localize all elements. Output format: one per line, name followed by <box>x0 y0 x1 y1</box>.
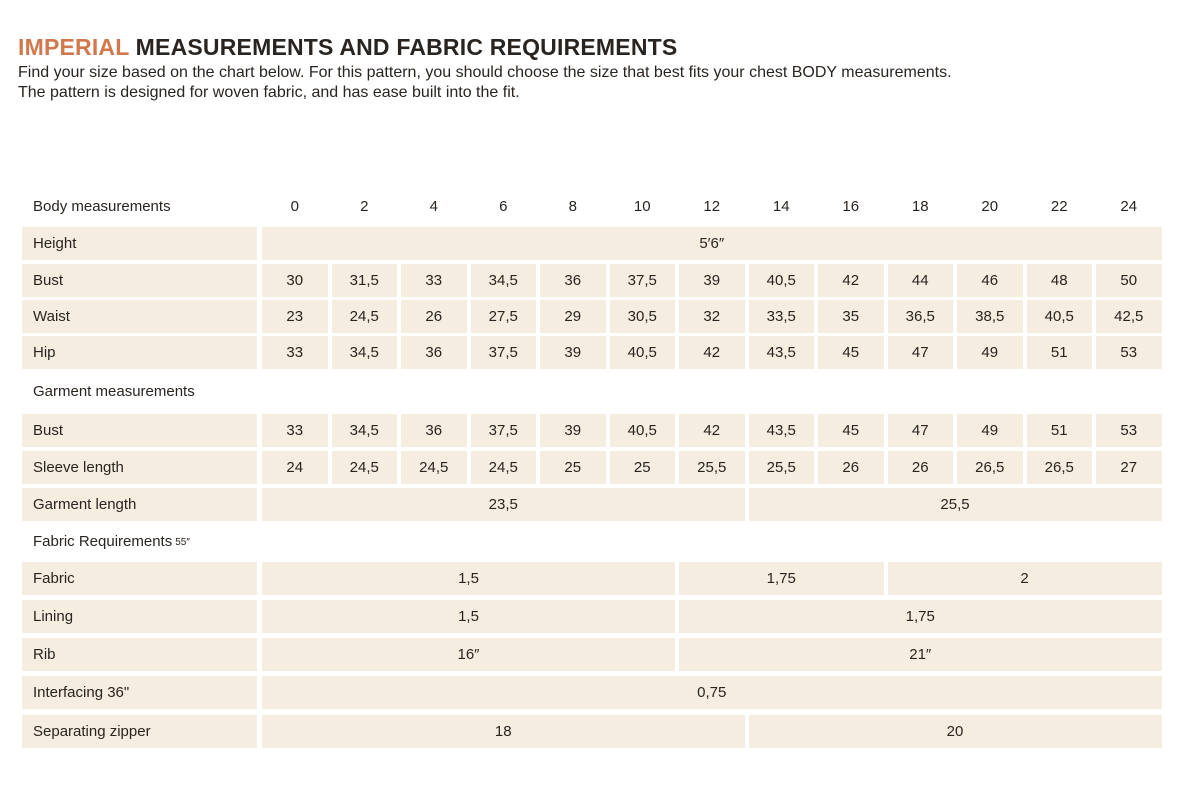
table-cell: 49 <box>957 414 1023 447</box>
table-cell: 24,5 <box>401 451 467 484</box>
row-label-interfacing: Interfacing 36" <box>22 676 257 709</box>
table-cell: 27,5 <box>471 300 537 333</box>
row-label: Waist <box>22 300 257 333</box>
table-cell: 37,5 <box>471 336 537 369</box>
table-cell: 36 <box>401 336 467 369</box>
table-cell: 42,5 <box>1096 300 1162 333</box>
table-cell: 39 <box>679 264 745 297</box>
fabric-heading-note: 55″ <box>175 537 190 548</box>
row-label-rib: Rib <box>22 638 257 671</box>
table-cell: 26,5 <box>957 451 1023 484</box>
table-cell: 23 <box>262 300 328 333</box>
row-label: Bust <box>22 414 257 447</box>
table-cell: 51 <box>1027 414 1093 447</box>
size-header: 16 <box>842 198 860 215</box>
table-cell: 39 <box>540 414 606 447</box>
table-cell: 47 <box>888 336 954 369</box>
table-cell: 39 <box>540 336 606 369</box>
intro-line-1: Find your size based on the chart below. For this pattern, you should choose the size that best fits your chest BODY measurements. <box>18 64 952 81</box>
table-cell: 48 <box>1027 264 1093 297</box>
table-cell: 24,5 <box>471 451 537 484</box>
table-cell: 27 <box>1096 451 1162 484</box>
table-cell: 32 <box>679 300 745 333</box>
interfacing-value: 0,75 <box>262 676 1162 709</box>
section-heading-body: Body measurements <box>33 198 171 215</box>
zipper-value-b: 20 <box>749 715 1162 748</box>
table-cell: 30 <box>262 264 328 297</box>
table-cell: 29 <box>540 300 606 333</box>
table-cell: 50 <box>1096 264 1162 297</box>
row-label-height: Height <box>22 227 257 260</box>
row-label-zipper: Separating zipper <box>22 715 257 748</box>
table-cell: 35 <box>818 300 884 333</box>
table-cell: 44 <box>888 264 954 297</box>
rib-value-b: 21″ <box>679 638 1162 671</box>
table-cell: 40,5 <box>610 336 676 369</box>
fabric-value-b: 1,75 <box>679 562 884 595</box>
table-cell: 25,5 <box>679 451 745 484</box>
section-heading-fabric <box>22 525 257 558</box>
garment-length-small: 23,5 <box>262 488 745 521</box>
table-cell: 38,5 <box>957 300 1023 333</box>
section-heading-garment: Garment measurements <box>33 383 195 400</box>
height-value: 5′6″ <box>262 227 1162 260</box>
garment-length-large: 25,5 <box>749 488 1162 521</box>
table-cell: 46 <box>957 264 1023 297</box>
intro-text <box>18 63 952 103</box>
size-header: 18 <box>911 198 929 215</box>
table-cell: 37,5 <box>471 414 537 447</box>
size-header: 12 <box>703 198 721 215</box>
table-cell: 40,5 <box>610 414 676 447</box>
table-cell: 25 <box>540 451 606 484</box>
table-cell: 40,5 <box>1027 300 1093 333</box>
table-cell: 25,5 <box>749 451 815 484</box>
table-cell: 49 <box>957 336 1023 369</box>
table-cell: 34,5 <box>471 264 537 297</box>
table-cell: 51 <box>1027 336 1093 369</box>
table-cell: 45 <box>818 414 884 447</box>
table-cell: 34,5 <box>332 336 398 369</box>
table-cell: 40,5 <box>749 264 815 297</box>
table-cell: 26 <box>401 300 467 333</box>
table-cell: 25 <box>610 451 676 484</box>
table-cell: 53 <box>1096 336 1162 369</box>
fabric-value-a: 1,5 <box>262 562 675 595</box>
table-cell: 43,5 <box>749 414 815 447</box>
row-label: Bust <box>22 264 257 297</box>
size-header: 0 <box>290 198 299 215</box>
table-cell: 47 <box>888 414 954 447</box>
table-cell: 26,5 <box>1027 451 1093 484</box>
fabric-value-c: 2 <box>888 562 1162 595</box>
row-label-garment-length: Garment length <box>22 488 257 521</box>
fabric-heading-text: Fabric Requirements <box>33 533 173 550</box>
size-header: 20 <box>981 198 999 215</box>
title-rest: MEASUREMENTS AND FABRIC REQUIREMENTS <box>129 34 678 60</box>
row-label-lining: Lining <box>22 600 257 633</box>
row-label: Hip <box>22 336 257 369</box>
size-header: 6 <box>499 198 508 215</box>
page-title <box>18 34 677 61</box>
table-cell: 36 <box>540 264 606 297</box>
rib-value-a: 16″ <box>262 638 675 671</box>
table-cell: 26 <box>818 451 884 484</box>
size-header: 14 <box>772 198 790 215</box>
table-cell: 42 <box>679 336 745 369</box>
row-label-fabric: Fabric <box>22 562 257 595</box>
table-cell: 36,5 <box>888 300 954 333</box>
table-cell: 24,5 <box>332 451 398 484</box>
table-cell: 45 <box>818 336 884 369</box>
table-cell: 24,5 <box>332 300 398 333</box>
size-header: 24 <box>1120 198 1138 215</box>
title-accent: IMPERIAL <box>18 34 130 60</box>
lining-value-a: 1,5 <box>262 600 675 633</box>
lining-value-b: 1,75 <box>679 600 1162 633</box>
table-cell: 33 <box>262 414 328 447</box>
table-cell: 31,5 <box>332 264 398 297</box>
row-label: Sleeve length <box>22 451 257 484</box>
table-cell: 42 <box>679 414 745 447</box>
table-cell: 26 <box>888 451 954 484</box>
table-cell: 34,5 <box>332 414 398 447</box>
table-cell: 33,5 <box>749 300 815 333</box>
intro-line-2: The pattern is designed for woven fabric, and has ease built into the fit. <box>18 84 520 101</box>
table-cell: 33 <box>401 264 467 297</box>
table-cell: 33 <box>262 336 328 369</box>
table-cell: 24 <box>262 451 328 484</box>
table-cell: 53 <box>1096 414 1162 447</box>
table-cell: 42 <box>818 264 884 297</box>
zipper-value-a: 18 <box>262 715 745 748</box>
size-header: 10 <box>633 198 651 215</box>
size-header: 4 <box>429 198 438 215</box>
size-header: 22 <box>1050 198 1068 215</box>
table-cell: 37,5 <box>610 264 676 297</box>
size-header: 8 <box>568 198 577 215</box>
table-cell: 36 <box>401 414 467 447</box>
table-cell: 43,5 <box>749 336 815 369</box>
table-cell: 30,5 <box>610 300 676 333</box>
size-header: 2 <box>360 198 369 215</box>
